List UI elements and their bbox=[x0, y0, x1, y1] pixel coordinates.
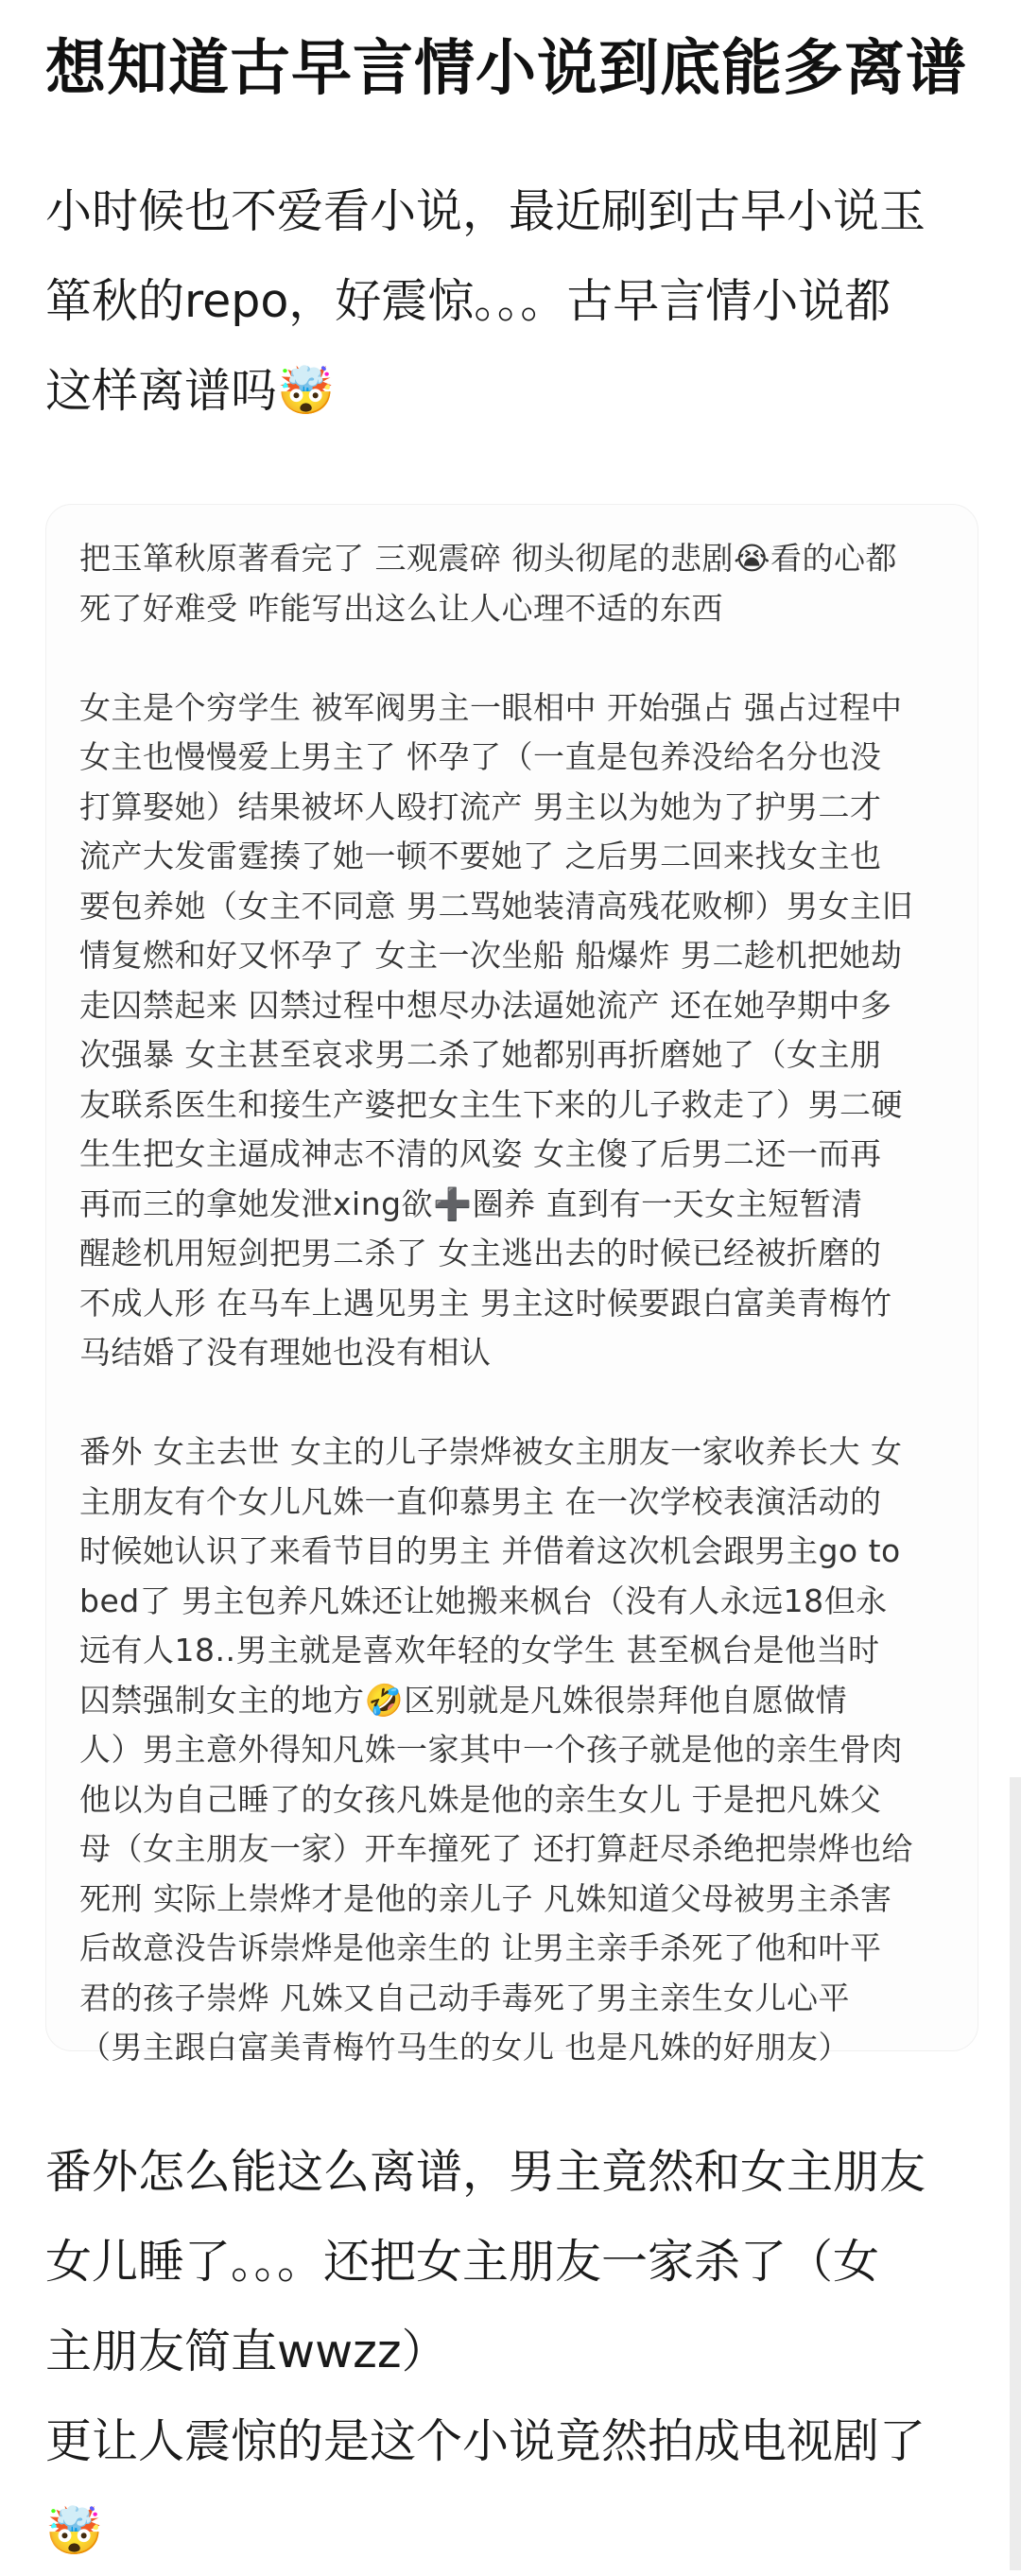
quoted-line: 打算娶她）结果被坏人殴打流产 男主以为她为了护男二才 bbox=[79, 787, 882, 825]
quoted-line: 醒趁机用短剑把男二杀了 女主逃出去的时候已经被折磨的 bbox=[79, 1235, 882, 1271]
quoted-line: 母（女主朋友一家）开车撞死了 还打算赶尽杀绝把崇烨也给 bbox=[79, 1830, 913, 1867]
quoted-line: 走囚禁起来 囚禁过程中想尽办法逼她流产 还在她孕期中多 bbox=[79, 986, 892, 1024]
quoted-line: 情复燃和好又怀孕了 女主一次坐船 船爆炸 男二趁机把她劫 bbox=[79, 937, 903, 974]
quoted-line: 番外 女主去世 女主的儿子崇烨被女主朋友一家收养长大 女 bbox=[79, 1433, 903, 1470]
quoted-line: 他以为自己睡了的女孩凡姝是他的亲生女儿 于是把凡姝父 bbox=[79, 1780, 882, 1818]
quoted-line: 远有人18..男主就是喜欢年轻的女学生 甚至枫台是他当时 bbox=[79, 1632, 880, 1668]
intro-line: 这样离谱吗🤯 bbox=[45, 364, 336, 418]
quoted-line: 君的孩子崇烨 凡姝又自己动手毒死了男主亲生女儿心平 bbox=[79, 1979, 850, 2016]
quoted-line: bed了 男主包养凡姝还让她搬来枫台（没有人永远18但永 bbox=[79, 1582, 888, 1619]
quoted-screenshot-card bbox=[45, 504, 978, 2066]
post-title: 想知道古早言情小说到底能多离谱 bbox=[45, 34, 967, 104]
quoted-line: 马结婚了没有理她也没有相认 bbox=[79, 1334, 492, 1371]
post-intro bbox=[45, 166, 991, 436]
quoted-line: 次强暴 女主甚至哀求男二杀了她都别再折磨她了（女主朋 bbox=[79, 1036, 882, 1073]
post-conclusion bbox=[45, 2127, 991, 2576]
paragraph-gap bbox=[79, 633, 959, 683]
intro-line: 箪秋的repo，好震惊。。。古早言情小说都 bbox=[45, 274, 891, 328]
quoted-line: 囚禁强制女主的地方🤣区别就是凡姝很崇拜他自愿做情 bbox=[79, 1681, 848, 1719]
conclusion-line: 主朋友简直wwzz） bbox=[45, 2325, 448, 2378]
quoted-line: 女主也慢慢爱上男主了 怀孕了（一直是包养没给名分也没 bbox=[79, 738, 882, 775]
quoted-line: 死刑 实际上崇烨才是他的亲儿子 凡姝知道父母被男主杀害 bbox=[79, 1879, 892, 1917]
conclusion-line: 🤯 bbox=[45, 2504, 104, 2558]
quoted-line: 流产大发雷霆揍了她一顿不要她了 之后男二回来找女主也 bbox=[79, 838, 882, 874]
conclusion-line: 更让人震惊的是这个小说竟然拍成电视剧了 bbox=[45, 2414, 926, 2468]
conclusion-line: 番外怎么能这么离谱，男主竟然和女主朋友 bbox=[45, 2145, 926, 2199]
intro-line: 小时候也不爱看小说，最近刷到古早小说玉 bbox=[45, 184, 926, 238]
quoted-line: （男主跟白富美青梅竹马生的女儿 也是凡姝的好朋友） bbox=[79, 2029, 850, 2066]
scrollbar[interactable] bbox=[1010, 1777, 1021, 2570]
quoted-line: 把玉箪秋原著看完了 三观震碎 彻头彻尾的悲剧😭看的心都 bbox=[79, 540, 898, 577]
quoted-line: 不成人形 在马车上遇见男主 男主这时候要跟白富美青梅竹 bbox=[79, 1284, 892, 1322]
quoted-line: 时候她认识了来看节目的男主 并借着这次机会跟男主go to bbox=[79, 1532, 901, 1569]
quoted-line: 再而三的拿她发泄xing欲➕圈养 直到有一天女主短暂清 bbox=[79, 1184, 863, 1222]
quoted-line: 友联系医生和接生产婆把女主生下来的儿子救走了）男二硬 bbox=[79, 1085, 903, 1123]
quoted-line: 人）男主意外得知凡姝一家其中一个孩子就是他的亲生骨肉 bbox=[79, 1731, 903, 1768]
quoted-line: 后故意没告诉崇烨是他亲生的 让男主亲手杀死了他和叶平 bbox=[79, 1929, 882, 1966]
quoted-line: 死了好难受 咋能写出这么让人心理不适的东西 bbox=[79, 589, 723, 627]
paragraph-gap bbox=[79, 1378, 959, 1428]
quoted-line: 要包养她（女主不同意 男二骂她装清高残花败柳）男女主旧 bbox=[79, 887, 913, 925]
quoted-line: 女主是个穷学生 被军阀男主一眼相中 开始强占 强占过程中 bbox=[79, 688, 903, 726]
quoted-line: 生生把女主逼成神志不清的风姿 女主傻了后男二还一而再 bbox=[79, 1135, 882, 1172]
quoted-line: 主朋友有个女儿凡姝一直仰慕男主 在一次学校表演活动的 bbox=[79, 1482, 882, 1520]
conclusion-line: 女儿睡了。。。还把女主朋友一家杀了（女 bbox=[45, 2235, 880, 2289]
